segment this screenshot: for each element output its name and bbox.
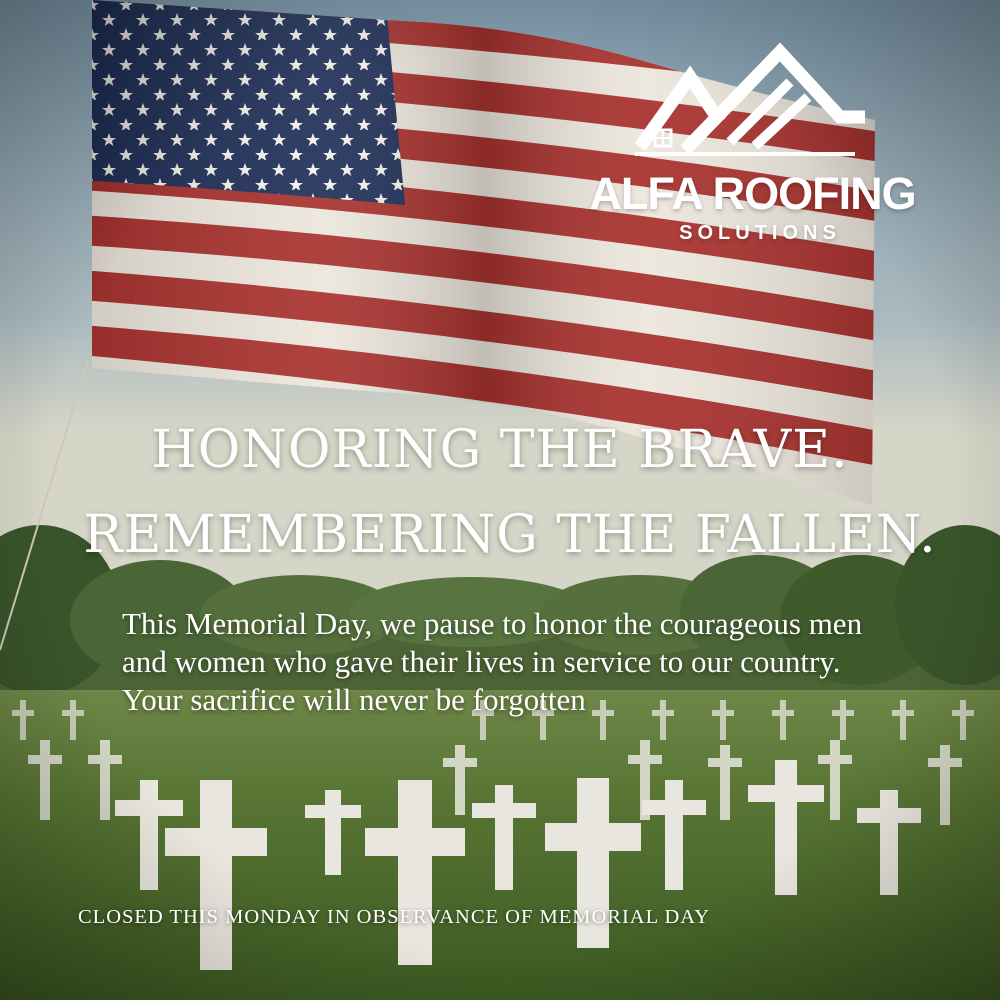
closure-notice: CLOSED THIS MONDAY IN OBSERVANCE OF MEMORIAL DAY [78,906,711,928]
memorial-message: This Memorial Day, we pause to honor the courageous men and women who gave their lives in service to our country. Your sacrifice will never be forgotten [122,606,863,717]
roof-house-icon [630,42,870,162]
brand-name: ALFA ROOFING [589,168,916,219]
brand-tagline: SOLUTIONS [679,222,841,244]
headline-line-1: HONORING THE BRAVE. [151,420,849,480]
headline-line-2: REMEMBERING THE FALLEN. [83,505,937,565]
